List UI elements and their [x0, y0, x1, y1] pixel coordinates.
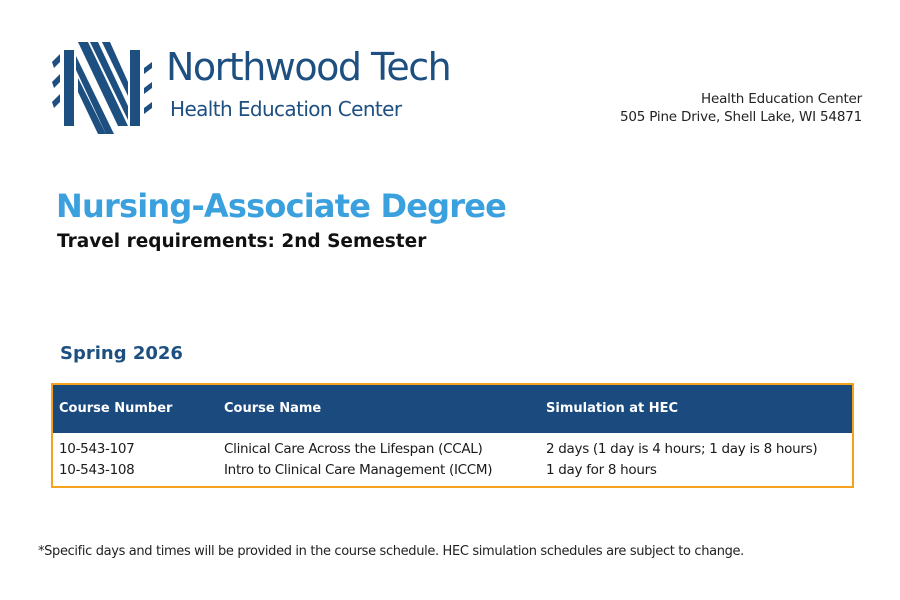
address-line-1: Health Education Center — [701, 91, 862, 107]
course-name-cell: Intro to Clinical Care Management (ICCM) — [224, 462, 493, 478]
brand-name: Northwood Tech — [166, 45, 451, 89]
page-title: Nursing-Associate Degree — [56, 187, 507, 225]
brand-subtitle: Health Education Center — [170, 97, 402, 121]
simulation-cell: 1 day for 8 hours — [546, 462, 657, 478]
footnote: *Specific days and times will be provided in the course schedule. HEC simulation schedules are subject to change. — [38, 544, 744, 559]
course-number-cell: 10-543-108 — [59, 462, 135, 478]
course-number-cell: 10-543-107 — [59, 441, 135, 457]
page-subtitle: Travel requirements: 2nd Semester — [57, 231, 427, 252]
course-name-cell: Clinical Care Across the Lifespan (CCAL) — [224, 441, 483, 457]
column-header-course-name: Course Name — [224, 401, 322, 416]
table-body — [53, 433, 852, 486]
column-header-course-number: Course Number — [59, 401, 173, 416]
address-block — [620, 90, 862, 126]
column-header-simulation: Simulation at HEC — [546, 401, 679, 416]
term-heading: Spring 2026 — [60, 343, 183, 364]
address-line-2: 505 Pine Drive, Shell Lake, WI 54871 — [620, 109, 862, 125]
table-row — [53, 460, 852, 480]
simulation-cell: 2 days (1 day is 4 hours; 1 day is 8 hours) — [546, 441, 818, 457]
table-row — [53, 439, 852, 459]
northwood-n-logo-icon — [48, 38, 156, 138]
course-table — [51, 383, 854, 488]
table-header — [53, 385, 852, 433]
